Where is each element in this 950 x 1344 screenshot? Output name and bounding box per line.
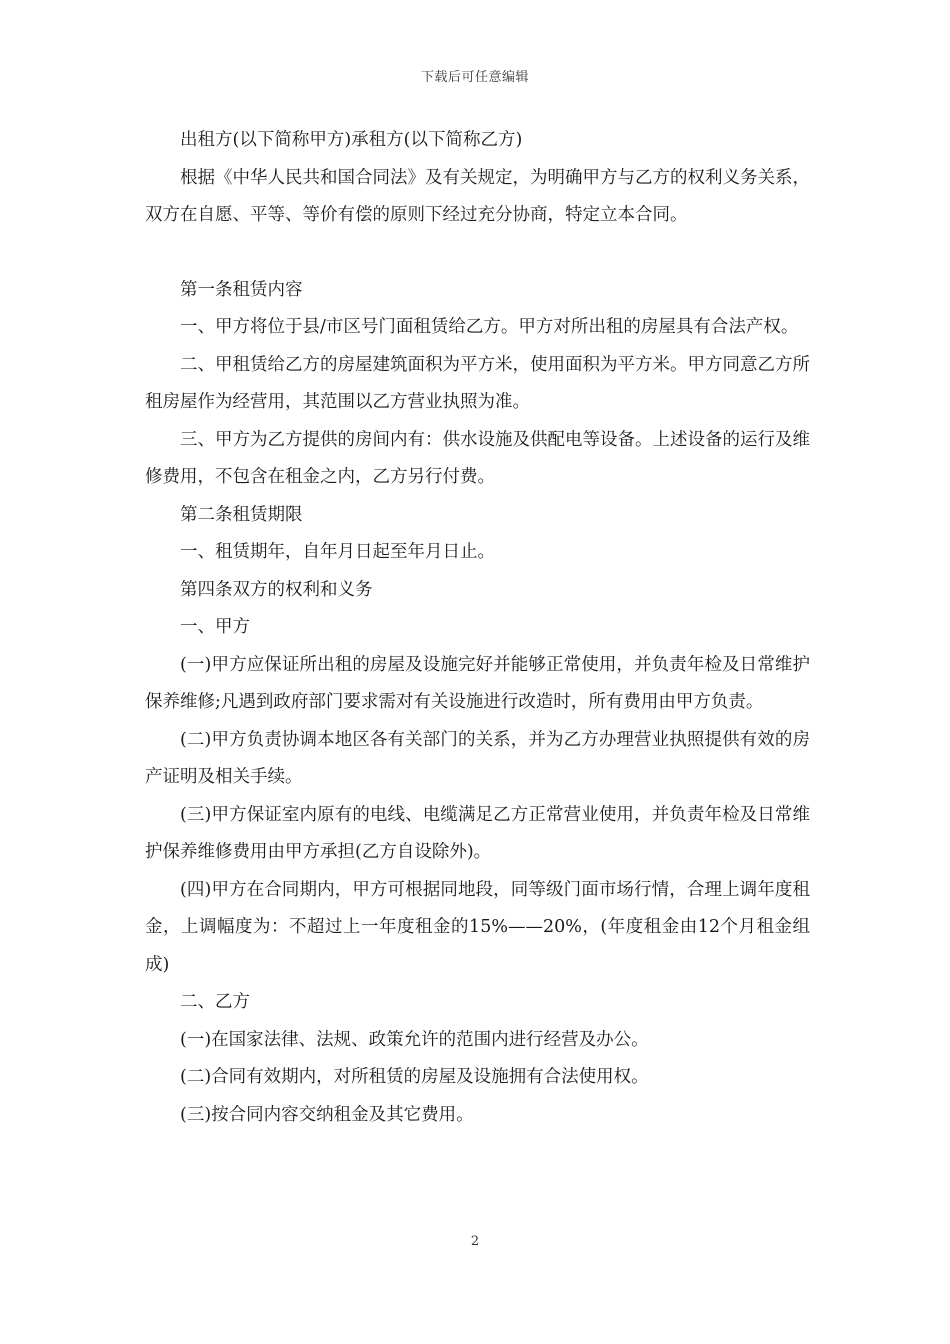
paragraph-parties: 出租方(以下简称甲方)承租方(以下简称乙方) [180,130,523,150]
page-number: 2 [470,1234,480,1249]
paragraph-article-1-item-1: 一、甲方将位于县/市区号门面租赁给乙方。甲方对所出租的房屋具有合法产权。 [180,317,799,337]
paragraph-party-a-item-4: (四)甲方在合同期内，甲方可根据同地段，同等级门面市场行情，合理上调年度租金，上调幅度为：不超过上一年度租金的15%——20%，(年度租金由12个月租金组成) [145,879,810,975]
subheading-party-b: 二、乙方 [180,992,250,1012]
blank-line [145,235,810,272]
paragraph-party-a-item-2: (二)甲方负责协调本地区各有关部门的关系，并为乙方办理营业执照提供有效的房产证明及相关手续。 [145,729,810,787]
heading-article-2: 第二条租赁期限 [180,504,303,525]
paragraph-party-b-item-2: (二)合同有效期内，对所租赁的房屋及设施拥有合法使用权。 [180,1067,649,1087]
paragraph-party-a-item-3: (三)甲方保证室内原有的电线、电缆满足乙方正常营业使用，并负责年检及日常维护保养维修费用由甲方承担(乙方自设除外)。 [145,804,810,862]
heading-article-1: 第一条租赁内容 [180,279,303,300]
page-header-note: 下载后可任意编辑 [420,70,529,85]
paragraph-article-1-item-2: 二、甲租赁给乙方的房屋建筑面积为平方米，使用面积为平方米。甲方同意乙方所租房屋作为经营用，其范围以乙方营业执照为准。 [145,354,810,412]
paragraph-party-a-item-1: (一)甲方应保证所出租的房屋及设施完好并能够正常使用，并负责年检及日常维护保养维修;凡遇到政府部门要求需对有关设施进行改造时，所有费用由甲方负责。 [145,654,810,712]
document-body [145,122,810,1134]
paragraph-party-b-item-1: (一)在国家法律、法规、政策允许的范围内进行经营及办公。 [180,1029,649,1050]
paragraph-party-b-item-3: (三)按合同内容交纳租金及其它费用。 [180,1104,474,1125]
paragraph-preamble: 根据《中华人民共和国合同法》及有关规定，为明确甲方与乙方的权利义务关系，双方在自愿、平等、等价有偿的原则下经过充分协商，特定立本合同。 [145,167,810,225]
paragraph-article-2-item-1: 一、租赁期年，自年月日起至年月日止。 [180,542,495,562]
subheading-party-a: 一、甲方 [180,617,250,637]
heading-article-4: 第四条双方的权利和义务 [180,579,373,600]
paragraph-article-1-item-3: 三、甲方为乙方提供的房间内有：供水设施及供配电等设备。上述设备的运行及维修费用，不包含在租金之内，乙方另行付费。 [145,429,810,487]
